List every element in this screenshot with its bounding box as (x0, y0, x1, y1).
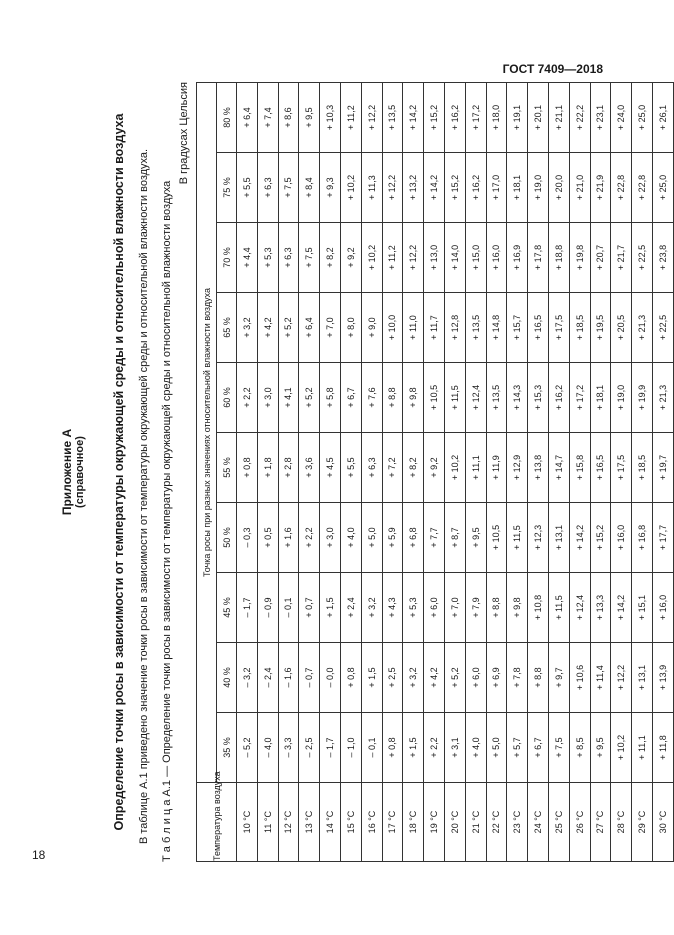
dew-point-cell: + 13,9 (652, 643, 673, 713)
table-row (424, 83, 445, 862)
dew-point-cell: + 9,5 (299, 83, 320, 153)
dew-point-cell: – 3,3 (278, 713, 299, 783)
dew-point-cell: + 5,8 (320, 363, 341, 433)
dew-point-cell: + 10,2 (444, 433, 465, 503)
dew-point-cell: + 6,3 (278, 223, 299, 293)
humidity-group-header: Точка росы при разных значениях относительной влажности воздуха (197, 83, 217, 783)
dew-point-cell: + 25,0 (632, 83, 653, 153)
dew-point-cell: + 8,4 (299, 153, 320, 223)
temperature-cell: 24 °С (528, 783, 549, 862)
dew-point-cell: + 11,1 (632, 713, 653, 783)
table-row (569, 83, 590, 862)
dew-point-cell: + 5,2 (299, 363, 320, 433)
dew-point-cell: + 5,2 (278, 293, 299, 363)
table-row (590, 83, 611, 862)
dew-point-cell: + 14,2 (611, 573, 632, 643)
dew-point-cell: + 12,4 (569, 573, 590, 643)
table-row (361, 83, 382, 862)
dew-point-cell: + 13,0 (424, 223, 445, 293)
dew-point-cell: + 19,0 (611, 363, 632, 433)
dew-point-cell: + 10,5 (424, 363, 445, 433)
dew-point-cell: + 6,3 (361, 433, 382, 503)
dew-point-cell: + 5,3 (403, 573, 424, 643)
dew-point-cell: + 13,1 (632, 643, 653, 713)
dew-point-cell: + 5,2 (444, 643, 465, 713)
temperature-cell: 11 °С (257, 783, 278, 862)
temperature-cell: 30 °С (652, 783, 673, 862)
dew-point-cell: + 14,7 (548, 433, 569, 503)
dew-point-cell: + 25,0 (652, 153, 673, 223)
appendix-title: Приложение А (60, 428, 74, 516)
dew-point-cell: + 4,4 (237, 223, 258, 293)
temperature-cell: 17 °С (382, 783, 403, 862)
table-row (299, 83, 320, 862)
dew-point-cell: – 0,9 (257, 573, 278, 643)
dew-point-cell: + 5,0 (486, 713, 507, 783)
dew-point-cell: + 8,5 (569, 713, 590, 783)
dew-point-cell: + 5,7 (507, 713, 528, 783)
table-row (507, 83, 528, 862)
dew-point-cell: + 10,3 (320, 83, 341, 153)
dew-point-cell: + 3,1 (444, 713, 465, 783)
table-row (257, 83, 278, 862)
dew-point-cell: + 19,9 (632, 363, 653, 433)
dew-point-cell: + 7,2 (382, 433, 403, 503)
dew-point-cell: + 4,0 (340, 503, 361, 573)
dew-point-cell: + 13,5 (465, 293, 486, 363)
table-row (278, 83, 299, 862)
dew-point-cell: + 0,8 (382, 713, 403, 783)
dew-point-cell: + 3,6 (299, 433, 320, 503)
dew-point-cell: + 3,0 (257, 363, 278, 433)
table-caption: Т а б л и ц а А.1 — Определение точки росы в зависимости от температуры окружающей среды и относительной влажности воздуха (161, 180, 173, 862)
dew-point-cell: – 1,7 (320, 713, 341, 783)
dew-point-cell: + 2,2 (424, 713, 445, 783)
dew-point-cell: + 10,0 (382, 293, 403, 363)
dew-point-cell: – 4,0 (257, 713, 278, 783)
dew-point-cell: + 15,1 (632, 573, 653, 643)
dew-point-cell: + 12,9 (507, 433, 528, 503)
dew-point-table (196, 82, 674, 862)
temperature-cell: 26 °С (569, 783, 590, 862)
dew-point-cell: + 11,0 (403, 293, 424, 363)
dew-point-cell: + 8,7 (444, 503, 465, 573)
dew-point-cell: + 18,1 (590, 363, 611, 433)
dew-point-cell: + 14,8 (486, 293, 507, 363)
temperature-cell: 27 °С (590, 783, 611, 862)
dew-point-cell: + 15,7 (507, 293, 528, 363)
dew-point-cell: + 17,0 (486, 153, 507, 223)
dew-point-cell: + 8,6 (278, 83, 299, 153)
dew-point-cell: – 5,2 (237, 713, 258, 783)
dew-point-cell: – 0,1 (361, 713, 382, 783)
dew-point-cell: + 10,2 (361, 223, 382, 293)
dew-point-cell: + 13,1 (548, 503, 569, 573)
dew-point-cell: + 21,0 (569, 153, 590, 223)
dew-point-cell: + 23,1 (590, 83, 611, 153)
humidity-header-row (217, 83, 237, 862)
temperature-cell: 10 °С (237, 783, 258, 862)
dew-point-cell: + 1,5 (403, 713, 424, 783)
dew-point-cell: + 17,5 (548, 293, 569, 363)
dew-point-cell: + 16,2 (548, 363, 569, 433)
table-row (237, 83, 258, 862)
dew-point-cell: + 3,0 (320, 503, 341, 573)
dew-point-cell: + 5,3 (257, 223, 278, 293)
dew-point-cell: + 16,5 (590, 433, 611, 503)
dew-point-cell: + 16,9 (507, 223, 528, 293)
dew-point-cell: + 21,3 (632, 293, 653, 363)
dew-point-cell: + 15,0 (465, 223, 486, 293)
dew-point-cell: + 20,7 (590, 223, 611, 293)
dew-point-cell: + 8,2 (320, 223, 341, 293)
dew-point-cell: + 3,2 (361, 573, 382, 643)
dew-point-cell: + 11,2 (340, 83, 361, 153)
humidity-header: 35 % (217, 713, 237, 783)
table-row (444, 83, 465, 862)
dew-point-cell: + 6,8 (403, 503, 424, 573)
dew-point-cell: + 11,1 (465, 433, 486, 503)
dew-point-cell: + 7,0 (320, 293, 341, 363)
dew-point-cell: + 18,8 (548, 223, 569, 293)
dew-point-cell: + 9,3 (320, 153, 341, 223)
humidity-header: 50 % (217, 503, 237, 573)
dew-point-cell: + 7,5 (278, 153, 299, 223)
dew-point-cell: – 1,0 (340, 713, 361, 783)
table-row (548, 83, 569, 862)
dew-point-cell: + 11,7 (424, 293, 445, 363)
dew-point-cell: + 7,6 (361, 363, 382, 433)
dew-point-cell: + 19,1 (507, 83, 528, 153)
intro-paragraph: В таблице А.1 приведено значение точки росы в зависимости от температуры окружающей среды и относительной влажности воздуха. (138, 148, 150, 844)
dew-point-cell: + 18,1 (507, 153, 528, 223)
dew-point-cell: + 7,8 (507, 643, 528, 713)
dew-point-cell: + 5,0 (361, 503, 382, 573)
dew-point-cell: + 4,5 (320, 433, 341, 503)
temperature-cell: 16 °С (361, 783, 382, 862)
humidity-header: 40 % (217, 643, 237, 713)
dew-point-cell: + 9,0 (361, 293, 382, 363)
dew-point-cell: + 15,2 (444, 153, 465, 223)
dew-point-cell: + 12,2 (361, 83, 382, 153)
dew-point-cell: + 21,7 (611, 223, 632, 293)
dew-point-cell: + 4,3 (382, 573, 403, 643)
dew-point-cell: + 9,5 (465, 503, 486, 573)
dew-point-cell: + 26,1 (652, 83, 673, 153)
dew-point-cell: + 19,8 (569, 223, 590, 293)
dew-point-cell: + 13,5 (486, 363, 507, 433)
dew-point-cell: + 14,2 (424, 153, 445, 223)
dew-point-cell: + 13,3 (590, 573, 611, 643)
dew-point-cell: + 24,0 (611, 83, 632, 153)
temperature-cell: 12 °С (278, 783, 299, 862)
dew-point-cell: + 7,5 (548, 713, 569, 783)
dew-point-cell: + 21,9 (590, 153, 611, 223)
dew-point-cell: + 10,5 (486, 503, 507, 573)
dew-point-cell: + 20,5 (611, 293, 632, 363)
temperature-cell: 22 °С (486, 783, 507, 862)
dew-point-cell: + 6,0 (465, 643, 486, 713)
table-row (320, 83, 341, 862)
dew-point-cell: + 23,8 (652, 223, 673, 293)
dew-point-cell: + 6,0 (424, 573, 445, 643)
dew-point-cell: + 13,5 (382, 83, 403, 153)
dew-point-cell: + 3,2 (403, 643, 424, 713)
dew-point-cell: + 6,4 (299, 293, 320, 363)
temperature-cell: 21 °С (465, 783, 486, 862)
temperature-cell: 23 °С (507, 783, 528, 862)
dew-point-cell: + 12,2 (403, 223, 424, 293)
dew-point-cell: + 7,7 (424, 503, 445, 573)
dew-point-cell: + 16,2 (444, 83, 465, 153)
dew-point-cell: + 12,2 (382, 153, 403, 223)
dew-point-cell: + 6,7 (528, 713, 549, 783)
page-number: 18 (32, 848, 46, 862)
dew-point-cell: + 4,2 (424, 643, 445, 713)
table-row (382, 83, 403, 862)
dew-point-cell: + 9,2 (424, 433, 445, 503)
dew-point-cell: + 2,2 (299, 503, 320, 573)
dew-point-cell: – 2,5 (299, 713, 320, 783)
dew-point-cell: + 16,2 (465, 153, 486, 223)
dew-point-cell: + 11,5 (548, 573, 569, 643)
dew-point-cell: + 20,0 (548, 153, 569, 223)
dew-point-cell: + 5,9 (382, 503, 403, 573)
dew-point-cell: + 18,5 (569, 293, 590, 363)
dew-point-cell: + 10,2 (611, 713, 632, 783)
unit-note: В градусах Цельсия (178, 82, 190, 185)
dew-point-cell: + 0,8 (340, 643, 361, 713)
humidity-header: 60 % (217, 363, 237, 433)
dew-point-cell: + 16,0 (486, 223, 507, 293)
dew-point-cell: + 11,8 (652, 713, 673, 783)
appendix-subtitle: (справочное) (74, 436, 86, 508)
rotated-content (60, 82, 668, 862)
dew-point-cell: + 21,1 (548, 83, 569, 153)
dew-point-cell: + 19,5 (590, 293, 611, 363)
table-row (652, 83, 673, 862)
dew-point-cell: – 3,2 (237, 643, 258, 713)
dew-point-cell: + 8,0 (340, 293, 361, 363)
dew-point-cell: + 10,6 (569, 643, 590, 713)
temperature-cell: 18 °С (403, 783, 424, 862)
dew-point-cell: + 9,5 (590, 713, 611, 783)
table-row (403, 83, 424, 862)
dew-point-cell: + 11,5 (507, 503, 528, 573)
dew-point-cell: – 1,7 (237, 573, 258, 643)
table-row (528, 83, 549, 862)
dew-point-cell: + 12,3 (528, 503, 549, 573)
dew-point-cell: + 2,2 (237, 363, 258, 433)
dew-point-cell: + 14,2 (569, 503, 590, 573)
dew-point-cell: + 2,5 (382, 643, 403, 713)
dew-point-cell: + 9,8 (507, 573, 528, 643)
dew-point-cell: + 9,8 (403, 363, 424, 433)
dew-point-cell: + 15,2 (590, 503, 611, 573)
humidity-header: 65 % (217, 293, 237, 363)
dew-point-cell: + 0,7 (299, 573, 320, 643)
dew-point-cell: + 10,2 (340, 153, 361, 223)
dew-point-cell: + 10,8 (528, 573, 549, 643)
dew-point-cell: + 4,0 (465, 713, 486, 783)
temperature-cell: 13 °С (299, 783, 320, 862)
dew-point-cell: + 12,4 (465, 363, 486, 433)
table-body (237, 83, 674, 862)
temperature-cell: 28 °С (611, 783, 632, 862)
temperature-cell: 14 °С (320, 783, 341, 862)
dew-point-cell: + 3,2 (237, 293, 258, 363)
dew-point-cell: + 14,3 (507, 363, 528, 433)
dew-point-cell: + 5,5 (237, 153, 258, 223)
dew-point-cell: + 9,2 (340, 223, 361, 293)
dew-point-cell: + 6,7 (340, 363, 361, 433)
dew-point-cell: + 17,8 (528, 223, 549, 293)
humidity-header: 75 % (217, 153, 237, 223)
table-row (611, 83, 632, 862)
dew-point-cell: + 19,7 (652, 433, 673, 503)
dew-point-cell: + 17,2 (465, 83, 486, 153)
dew-point-cell: + 19,0 (528, 153, 549, 223)
standard-code-header: ГОСТ 7409—2018 (502, 62, 603, 76)
dew-point-cell: + 13,8 (528, 433, 549, 503)
dew-point-cell: + 16,5 (528, 293, 549, 363)
table-row (340, 83, 361, 862)
dew-point-cell: + 11,2 (382, 223, 403, 293)
dew-point-cell: + 18,5 (632, 433, 653, 503)
section-title: Определение точки росы в зависимости от температуры окружающей среды и относительной влажности воздуха (112, 113, 126, 831)
humidity-header: 55 % (217, 433, 237, 503)
dew-point-cell: + 22,5 (632, 223, 653, 293)
dew-point-cell: – 2,4 (257, 643, 278, 713)
dew-point-cell: + 1,6 (278, 503, 299, 573)
humidity-header: 45 % (217, 573, 237, 643)
dew-point-cell: + 14,2 (403, 83, 424, 153)
dew-point-cell: + 0,8 (237, 433, 258, 503)
dew-point-cell: – 0,7 (299, 643, 320, 713)
dew-point-cell: + 20,1 (528, 83, 549, 153)
dew-point-cell: + 0,5 (257, 503, 278, 573)
dew-point-cell: + 6,9 (486, 643, 507, 713)
temperature-cell: 15 °С (340, 783, 361, 862)
temperature-cell: 25 °С (548, 783, 569, 862)
temperature-cell: 19 °С (424, 783, 445, 862)
dew-point-cell: + 22,2 (569, 83, 590, 153)
dew-point-cell: + 22,8 (632, 153, 653, 223)
dew-point-cell: + 9,7 (548, 643, 569, 713)
dew-point-cell: + 11,3 (361, 153, 382, 223)
dew-point-cell: + 14,0 (444, 223, 465, 293)
dew-point-cell: + 7,5 (299, 223, 320, 293)
dew-point-cell: + 12,2 (611, 643, 632, 713)
dew-point-cell: + 22,8 (611, 153, 632, 223)
dew-point-cell: + 1,5 (361, 643, 382, 713)
dew-point-cell: + 15,3 (528, 363, 549, 433)
dew-point-cell: + 8,8 (528, 643, 549, 713)
dew-point-cell: + 22,5 (652, 293, 673, 363)
dew-point-cell: – 1,6 (278, 643, 299, 713)
dew-point-cell: + 13,2 (403, 153, 424, 223)
dew-point-cell: + 6,4 (237, 83, 258, 153)
dew-point-cell: + 7,0 (444, 573, 465, 643)
temperature-cell: 20 °С (444, 783, 465, 862)
dew-point-cell: + 17,2 (569, 363, 590, 433)
dew-point-cell: + 12,8 (444, 293, 465, 363)
temperature-cell: 29 °С (632, 783, 653, 862)
dew-point-cell: + 1,5 (320, 573, 341, 643)
dew-point-cell: + 16,8 (632, 503, 653, 573)
dew-point-cell: + 1,8 (257, 433, 278, 503)
dew-point-cell: + 11,4 (590, 643, 611, 713)
dew-point-cell: – 0,0 (320, 643, 341, 713)
dew-point-cell: + 6,3 (257, 153, 278, 223)
dew-point-cell: + 18,0 (486, 83, 507, 153)
dew-point-cell: + 21,3 (652, 363, 673, 433)
dew-point-cell: + 4,1 (278, 363, 299, 433)
dew-point-cell: + 8,8 (486, 573, 507, 643)
table-row (465, 83, 486, 862)
dew-point-cell: + 16,0 (611, 503, 632, 573)
dew-point-cell: + 17,5 (611, 433, 632, 503)
temperature-column-header: Температура воздуха (197, 783, 237, 862)
humidity-header: 70 % (217, 223, 237, 293)
dew-point-cell: + 4,2 (257, 293, 278, 363)
table-row (632, 83, 653, 862)
dew-point-cell: + 11,9 (486, 433, 507, 503)
dew-point-cell: + 11,5 (444, 363, 465, 433)
dew-point-cell: + 15,8 (569, 433, 590, 503)
table-row (486, 83, 507, 862)
dew-point-cell: + 8,8 (382, 363, 403, 433)
dew-point-cell: + 16,0 (652, 573, 673, 643)
dew-point-cell: + 8,2 (403, 433, 424, 503)
dew-point-cell: + 7,9 (465, 573, 486, 643)
dew-point-cell: + 2,4 (340, 573, 361, 643)
dew-point-cell: – 0,3 (237, 503, 258, 573)
humidity-header: 80 % (217, 83, 237, 153)
dew-point-cell: + 2,8 (278, 433, 299, 503)
dew-point-cell: + 17,7 (652, 503, 673, 573)
dew-point-cell: – 0,1 (278, 573, 299, 643)
dew-point-cell: + 15,2 (424, 83, 445, 153)
dew-point-cell: + 5,5 (340, 433, 361, 503)
dew-point-cell: + 7,4 (257, 83, 278, 153)
